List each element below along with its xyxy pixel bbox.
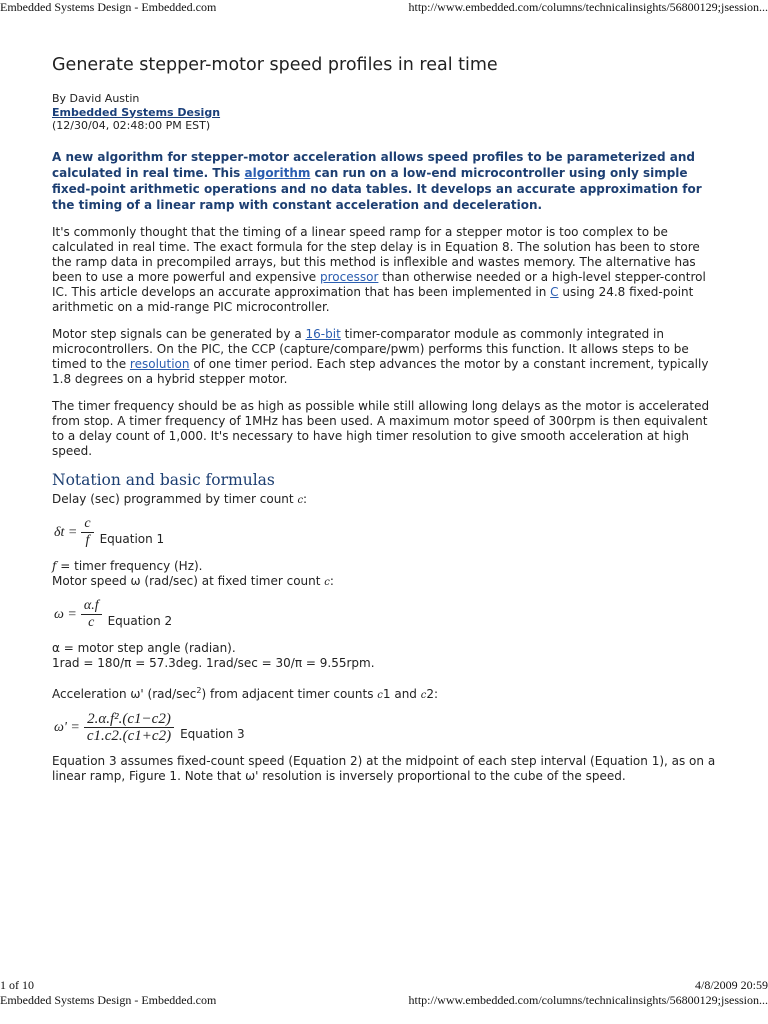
equation-2-label: Equation 2 <box>107 613 173 628</box>
16-bit-link[interactable]: 16-bit <box>305 326 341 341</box>
processor-link[interactable]: processor <box>320 269 379 284</box>
author: By David Austin <box>52 92 140 105</box>
lead-paragraph: A new algorithm for stepper-motor acceleration allows speed profiles to be parameterized and calculated in real time. This algorithm can run on a low-end microcontroller using only simple fixed-point arithmetic operations and no data tables. It develops an accurate approximation for the timing of a linear ramp with constant acceleration and deceleration. <box>52 149 702 212</box>
equation-3-label: Equation 3 <box>180 726 245 741</box>
resolution-link[interactable]: resolution <box>129 356 190 371</box>
byline <box>52 92 717 133</box>
print-footer-title: Embedded Systems Design - Embedded.com <box>0 993 217 1007</box>
equation-2: ω = $\frac{\alpha.f}{c}$ Equation 2 <box>54 597 173 630</box>
algorithm-link[interactable]: algorithm <box>244 165 311 180</box>
section-heading: Notation and basic formulas <box>52 470 275 489</box>
accel-intro: Acceleration ω' $(rad/\sec^2)$ from adjacent timer counts c1 and c2: <box>52 685 439 701</box>
equation-1-label: Equation 1 <box>99 531 165 546</box>
f-definition: f = timer frequency (Hz). <box>52 558 203 573</box>
print-header-url: http://www.embedded.com/columns/technicalinsights/56800129;jsession... <box>408 0 768 14</box>
rad-definition: 1rad = 180/π = 57.3deg. 1rad/sec = 30/π = 9.55rpm. <box>52 655 375 670</box>
print-footer <box>0 993 768 1008</box>
source-link[interactable]: Embedded Systems Design <box>52 105 221 119</box>
publish-date: (12/30/04, 02:48:00 PM EST) <box>52 119 211 132</box>
paragraph-3: The timer frequency should be as high as possible while still allowing long delays as the motor is accelerated from stop. A timer frequency of 1MHz has been used. A maximum motor speed of 300rpm is then equivalent to a delay count of 1,000. It's necessary to have high timer resolution to give smooth acceleration at high speed. <box>52 398 710 458</box>
delay-intro: Delay (sec) programmed by timer count c: <box>52 491 308 506</box>
print-footer-page <box>0 978 768 993</box>
alpha-definition: α = motor step angle (radian). <box>52 640 236 655</box>
article-title: Generate stepper-motor speed profiles in real time <box>52 55 498 75</box>
paragraph-2: Motor step signals can be generated by a 16-bit timer-comparator module as commonly integrated in microcontrollers. On the PIC, the CCP (capture/compare/pwm) performs this function. It allows steps to be timed to the resolution of one timer period. Each step advances the motor by a constant increment, typically 1.8 degrees on a hybrid stepper motor. <box>52 326 709 386</box>
print-footer-url: http://www.embedded.com/columns/technicalinsights/56800129;jsession... <box>408 993 768 1007</box>
print-datetime: 4/8/2009 20:59 <box>694 978 768 992</box>
article <box>52 54 717 796</box>
equation-3: ω' = $\frac{\text{2.α.f².(c1−c2)}}{c1.c2.(c1+c2)}$ Equation 3 <box>54 710 245 744</box>
speed-intro: Motor speed ω (rad/sec) at fixed timer count c: <box>52 573 334 588</box>
print-header <box>0 0 768 15</box>
page-number: 1 of 10 <box>0 978 34 992</box>
print-header-title: Embedded Systems Design - Embedded.com <box>0 0 217 14</box>
paragraph-1: It's commonly thought that the timing of a linear speed ramp for a stepper motor is too complex to be calculated in real time. The exact formula for the step delay is in Equation 8. The solution has been to store the ramp data in precompiled arrays, but this method is inflexible and wastes memory. The alternative has been to use a more powerful and expensive processor than otherwise needed or a high-level stepper-control IC. This article develops an accurate approximation that has been implemented in C using 24.8 fixed-point arithmetic on a mid-range PIC microcontroller. <box>52 224 706 314</box>
paragraph-last: Equation 3 assumes fixed-count speed (Equation 2) at the midpoint of each step interval (Equation 1), as on a linear ramp, Figure 1. Note that ω' resolution is inversely proportional to the cube of the speed. <box>52 753 716 783</box>
c-language-link[interactable]: C <box>550 284 559 299</box>
equation-1: δt = $\frac{c}{f}$ Equation 1 <box>54 515 165 548</box>
